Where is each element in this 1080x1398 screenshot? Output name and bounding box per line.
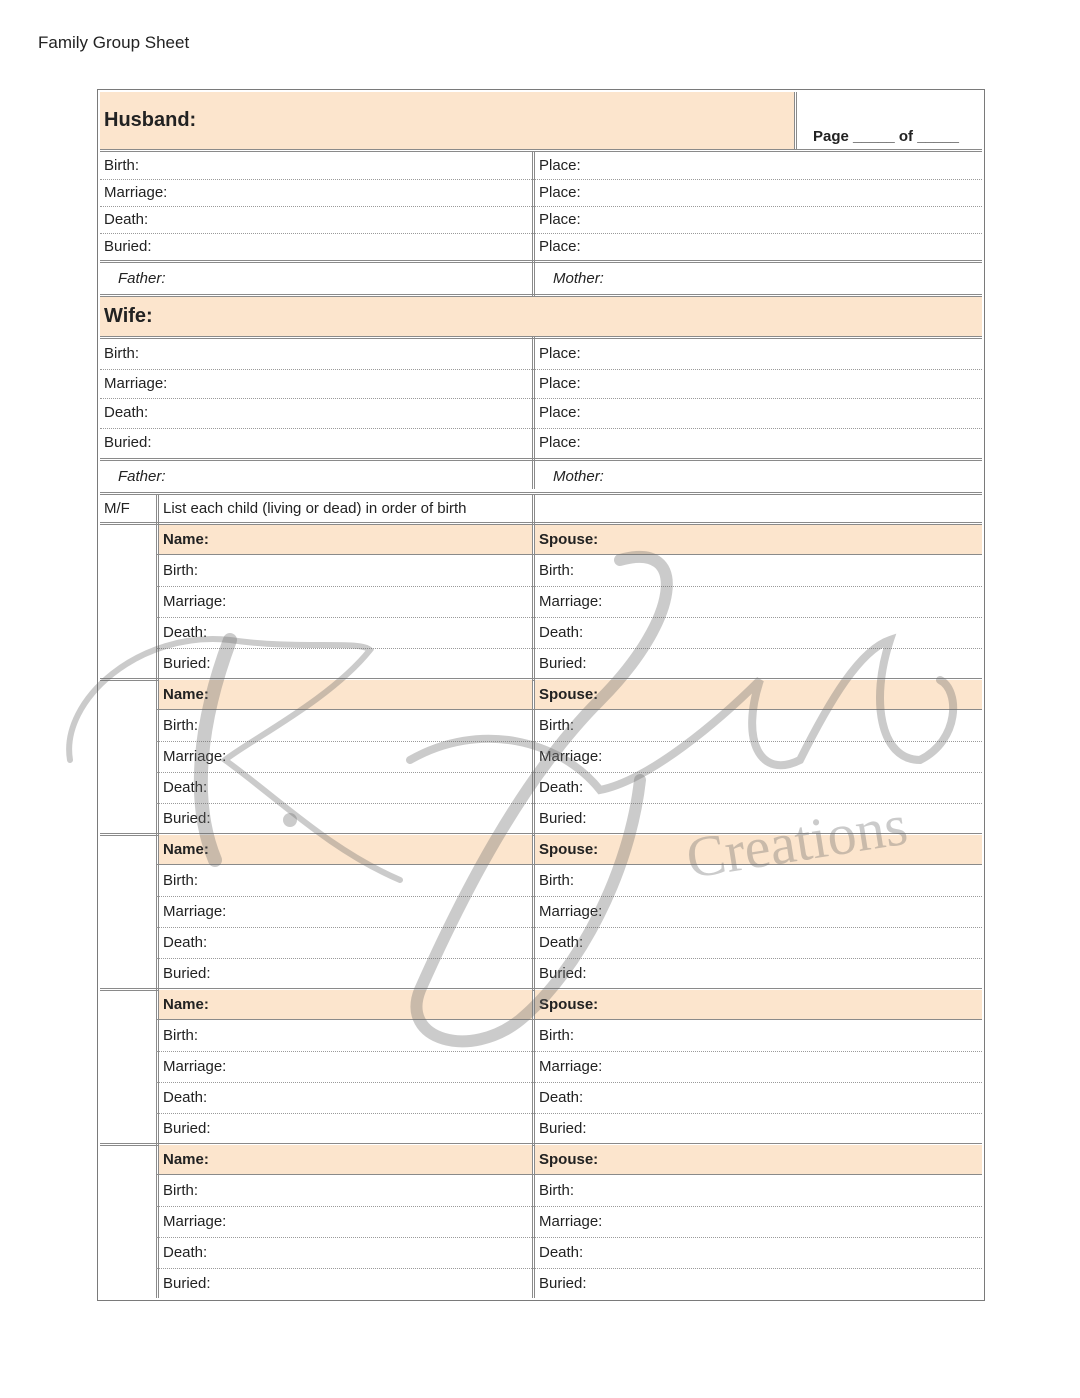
children-instruction: List each child (living or dead) in order of birth <box>163 500 467 517</box>
sheet-grid <box>100 92 982 1298</box>
spouse-row-label: Birth: <box>539 717 575 734</box>
child-row-label: Death: <box>163 624 208 641</box>
document-title: Family Group Sheet <box>38 33 190 52</box>
child-spouse-label: Spouse: <box>535 1145 982 1174</box>
spouse-row-label: Death: <box>539 1089 584 1106</box>
wife-place-label: Place: <box>539 345 581 363</box>
child-row-label: Birth: <box>163 562 199 579</box>
child-name-label: Name: <box>159 990 532 1019</box>
husband-row-label: Buried: <box>104 238 152 255</box>
child-row-label: Birth: <box>163 1182 199 1199</box>
husband-mother-label: Mother: <box>553 270 604 287</box>
wife-row-label: Birth: <box>104 345 140 363</box>
child-spouse-label: Spouse: <box>535 835 982 864</box>
spouse-row-label: Birth: <box>539 562 575 579</box>
husband-place-label: Place: <box>539 157 581 174</box>
wife-row-label: Marriage: <box>104 374 168 392</box>
child-row-label: Death: <box>163 934 208 951</box>
spouse-row-label: Death: <box>539 779 584 796</box>
wife-place-label: Place: <box>539 404 581 422</box>
child-row-label: Marriage: <box>163 593 227 610</box>
spouse-row-label: Buried: <box>539 1120 587 1137</box>
spouse-row-label: Marriage: <box>539 748 603 765</box>
spouse-row-label: Marriage: <box>539 1213 603 1230</box>
child-row-label: Buried: <box>163 810 211 827</box>
child-row-label: Birth: <box>163 1027 199 1044</box>
spouse-row-label: Marriage: <box>539 903 603 920</box>
child-name-label: Name: <box>159 835 532 864</box>
child-row-label: Birth: <box>163 717 199 734</box>
spouse-row-label: Buried: <box>539 1275 587 1292</box>
husband-place-label: Place: <box>539 211 581 228</box>
child-row-label: Marriage: <box>163 1058 227 1075</box>
child-row-label: Marriage: <box>163 1213 227 1230</box>
wife-father-label: Father: <box>118 468 166 485</box>
wife-place-label: Place: <box>539 374 581 392</box>
husband-place-label: Place: <box>539 238 581 255</box>
husband-place-label: Place: <box>539 184 581 201</box>
wife-row-label: Buried: <box>104 433 152 451</box>
child-row-label: Buried: <box>163 965 211 982</box>
spouse-row-label: Birth: <box>539 872 575 889</box>
husband-heading: Husband: <box>100 92 794 149</box>
child-row-label: Marriage: <box>163 903 227 920</box>
spouse-row-label: Buried: <box>539 965 587 982</box>
spouse-row-label: Death: <box>539 934 584 951</box>
child-row-label: Buried: <box>163 1120 211 1137</box>
wife-place-label: Place: <box>539 433 581 451</box>
child-spouse-label: Spouse: <box>535 680 982 709</box>
child-row-label: Marriage: <box>163 748 227 765</box>
child-row-label: Buried: <box>163 655 211 672</box>
child-row-label: Buried: <box>163 1275 211 1292</box>
husband-row-label: Marriage: <box>104 184 168 201</box>
wife-row-label: Death: <box>104 404 149 422</box>
child-name-label: Name: <box>159 680 532 709</box>
child-row-label: Death: <box>163 1244 208 1261</box>
husband-father-label: Father: <box>118 270 166 287</box>
child-row-label: Birth: <box>163 872 199 889</box>
watermark-creations-text: Creations <box>681 791 912 891</box>
husband-row-label: Death: <box>104 211 149 228</box>
spouse-row-label: Birth: <box>539 1182 575 1199</box>
child-name-label: Name: <box>159 1145 532 1174</box>
spouse-row-label: Death: <box>539 1244 584 1261</box>
spouse-row-label: Marriage: <box>539 593 603 610</box>
spouse-row-label: Birth: <box>539 1027 575 1044</box>
page-of-field: Page _____ of _____ <box>813 128 959 145</box>
family-group-sheet <box>97 89 985 1301</box>
mf-column-label: M/F <box>104 500 130 517</box>
child-spouse-label: Spouse: <box>535 990 982 1019</box>
spouse-row-label: Buried: <box>539 810 587 827</box>
wife-heading: Wife: <box>100 297 982 336</box>
spouse-row-label: Death: <box>539 624 584 641</box>
child-row-label: Death: <box>163 1089 208 1106</box>
spouse-row-label: Buried: <box>539 655 587 672</box>
spouse-row-label: Marriage: <box>539 1058 603 1075</box>
child-name-label: Name: <box>159 525 532 554</box>
child-spouse-label: Spouse: <box>535 525 982 554</box>
child-row-label: Death: <box>163 779 208 796</box>
wife-mother-label: Mother: <box>553 468 604 485</box>
husband-row-label: Birth: <box>104 157 140 174</box>
